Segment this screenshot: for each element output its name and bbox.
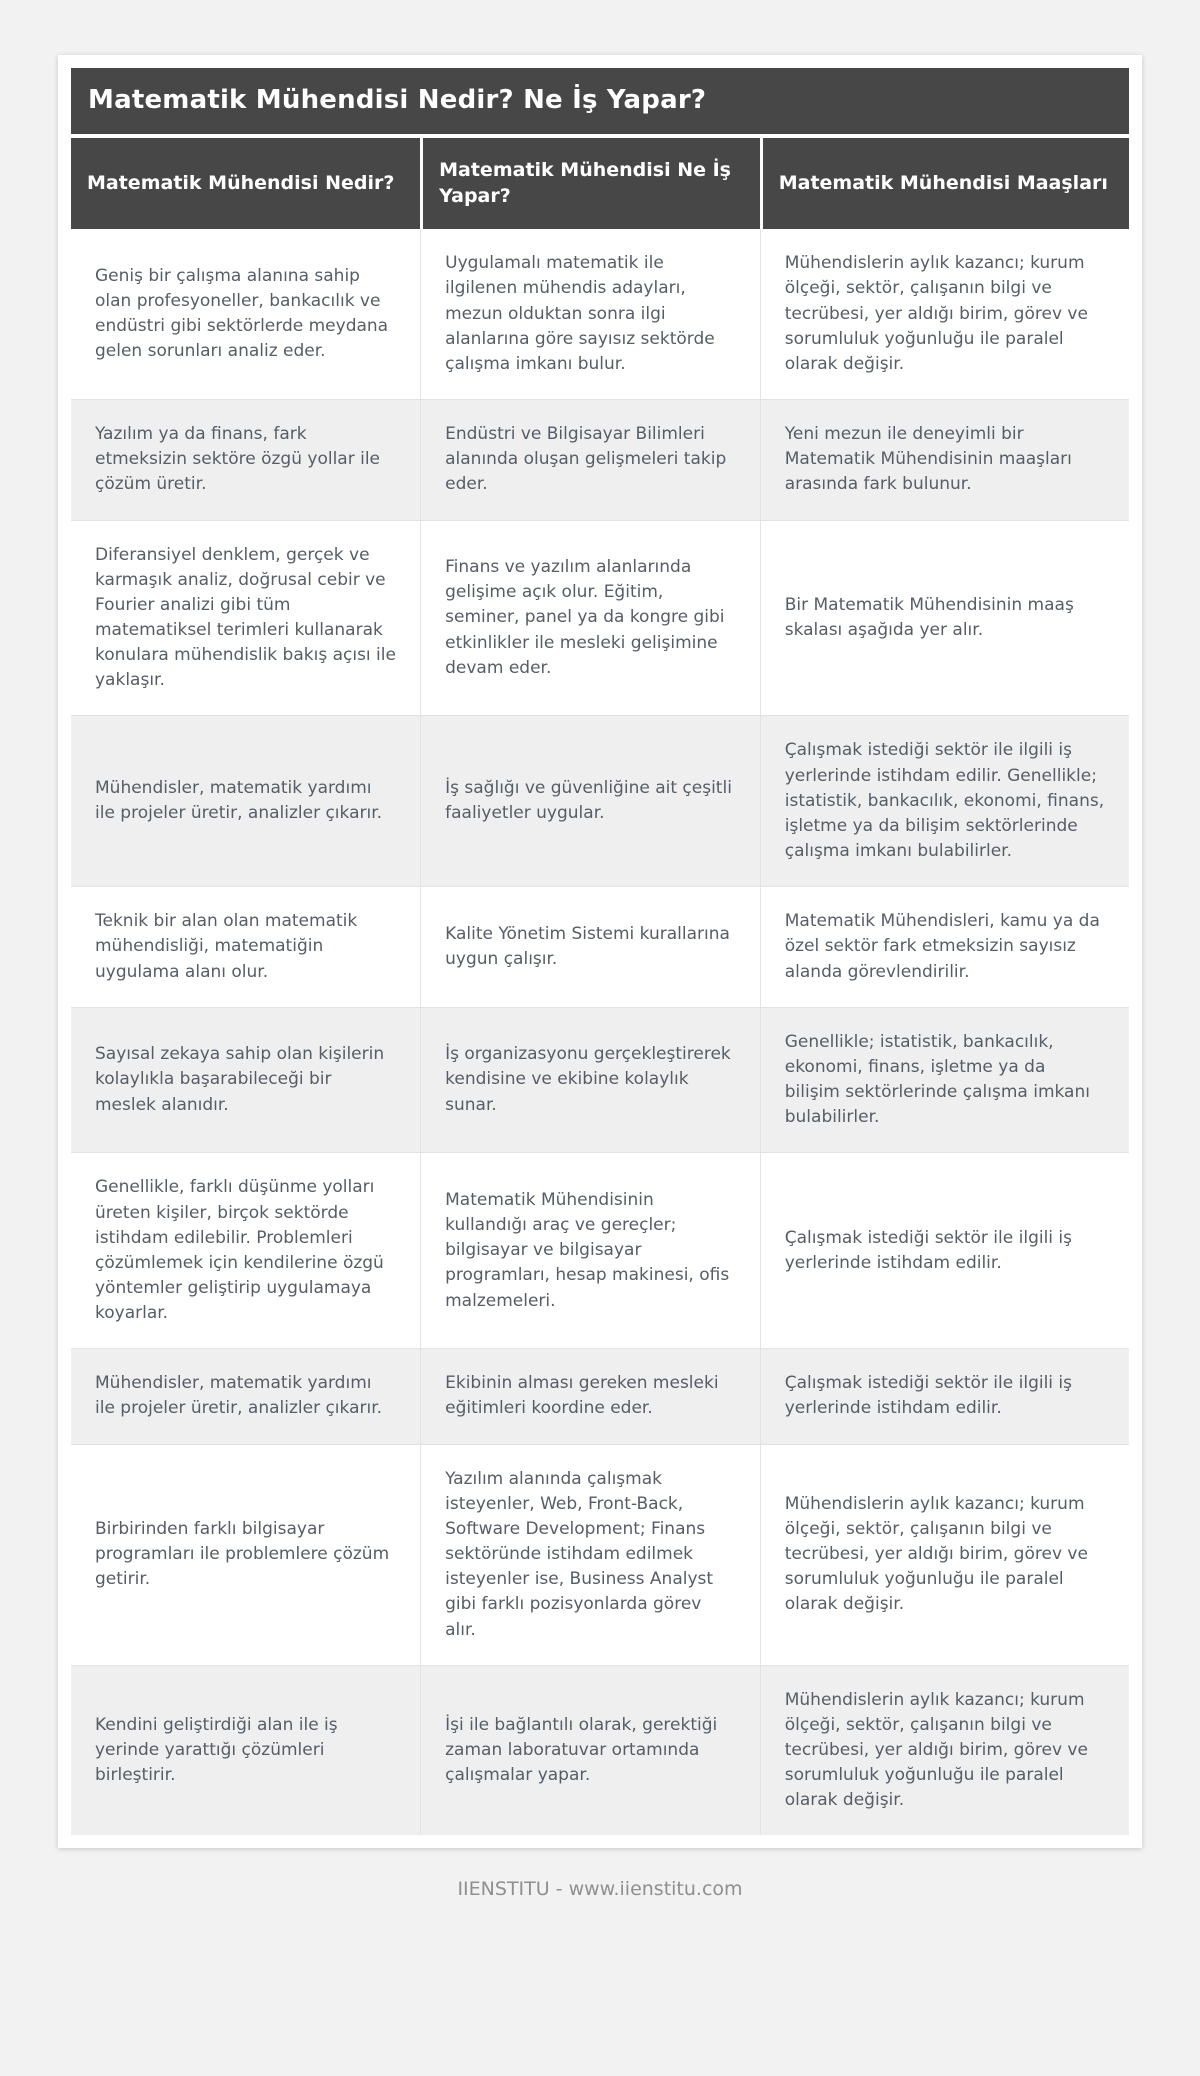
table-row: [71, 399, 1129, 519]
table-cell: Sayısal zekaya sahip olan kişilerin kolaylıkla başarabileceği bir meslek alanıdır.: [71, 1007, 420, 1153]
table-cell: Uygulamalı matematik ile ilgilenen mühendis adayları, mezun olduktan sonra ilgi alanlarına göre sayısız sektörde çalışma imkanı bulur.: [420, 229, 760, 399]
table-cell: İş sağlığı ve güvenliğine ait çeşitli faaliyetler uygular.: [420, 715, 760, 886]
table-cell: Diferansiyel denklem, gerçek ve karmaşık analiz, doğrusal cebir ve Fourier analizi gibi tüm matematiksel terimleri kullanarak konulara mühendislik bakış açısı ile yaklaşır.: [71, 520, 420, 716]
comparison-table: [71, 138, 1129, 1835]
table-row: [71, 1007, 1129, 1153]
table-cell: Yazılım alanında çalışmak isteyenler, Web, Front-Back, Software Development; Finans sektöründe istihdam edilmek isteyenler ise, Business Analyst gibi farklı pozisyonlarda görev alır.: [420, 1444, 760, 1665]
table-row: [71, 1348, 1129, 1443]
table-cell: Geniş bir çalışma alanına sahip olan profesyoneller, bankacılık ve endüstri gibi sektörlerde meydana gelen sorunları analiz eder.: [71, 229, 420, 399]
content-card: [58, 55, 1142, 1848]
table-cell: Mühendisler, matematik yardımı ile projeler üretir, analizler çıkarır.: [71, 1348, 420, 1443]
table-cell: Yazılım ya da finans, fark etmeksizin sektöre özgü yollar ile çözüm üretir.: [71, 399, 420, 519]
table-body: [71, 229, 1129, 1835]
table-cell: Kendini geliştirdiği alan ile iş yerinde yarattığı çözümleri birleştirir.: [71, 1665, 420, 1836]
table-cell: Ekibinin alması gereken mesleki eğitimleri koordine eder.: [420, 1348, 760, 1443]
page-title: Matematik Mühendisi Nedir? Ne İş Yapar?: [71, 68, 1129, 134]
table-cell: İş organizasyonu gerçekleştirerek kendisine ve ekibine kolaylık sunar.: [420, 1007, 760, 1153]
table-cell: Mühendisler, matematik yardımı ile projeler üretir, analizler çıkarır.: [71, 715, 420, 886]
table-cell: Mühendislerin aylık kazancı; kurum ölçeği, sektör, çalışanın bilgi ve tecrübesi, yer aldığı birim, görev ve sorumluluk yoğunluğu ile paralel olarak değişir.: [760, 1665, 1129, 1836]
table-cell: Çalışmak istediği sektör ile ilgili iş yerlerinde istihdam edilir. Genellikle; istatistik, bankacılık, ekonomi, finans, işletme ya da bilişim sektörlerinde çalışma imkanı bulabilirler.: [760, 715, 1129, 886]
table-row: [71, 229, 1129, 399]
table-cell: Yeni mezun ile deneyimli bir Matematik Mühendisinin maaşları arasında fark bulunur.: [760, 399, 1129, 519]
table-row: [71, 886, 1129, 1006]
column-header-ne-is-yapar: Matematik Mühendisi Ne İş Yapar?: [420, 138, 760, 229]
table-cell: Finans ve yazılım alanlarında gelişime açık olur. Eğitim, seminer, panel ya da kongre gibi etkinlikler ile mesleki gelişimine devam eder.: [420, 520, 760, 716]
footer-branding: IIENSTITU - www.iienstitu.com: [457, 1878, 743, 1901]
table-cell: Teknik bir alan olan matematik mühendisliği, matematiğin uygulama alanı olur.: [71, 886, 420, 1006]
table-cell: İşi ile bağlantılı olarak, gerektiği zaman laboratuvar ortamında çalışmalar yapar.: [420, 1665, 760, 1836]
table-cell: Birbirinden farklı bilgisayar programları ile problemlere çözüm getirir.: [71, 1444, 420, 1665]
table-cell: Matematik Mühendisleri, kamu ya da özel sektör fark etmeksizin sayısız alanda görevlendirilir.: [760, 886, 1129, 1006]
table-row: [71, 715, 1129, 886]
column-header-nedir: Matematik Mühendisi Nedir?: [71, 138, 420, 229]
table-cell: Bir Matematik Mühendisinin maaş skalası aşağıda yer alır.: [760, 520, 1129, 716]
table-row: [71, 1152, 1129, 1348]
table-cell: Genellikle, farklı düşünme yolları üreten kişiler, birçok sektörde istihdam edilebilir. Problemleri çözümlemek için kendilerine özgü yöntemler geliştirip uygulamaya koyarlar.: [71, 1152, 420, 1348]
table-cell: Genellikle; istatistik, bankacılık, ekonomi, finans, işletme ya da bilişim sektörlerinde çalışma imkanı bulabilirler.: [760, 1007, 1129, 1153]
table-row: [71, 520, 1129, 716]
table-cell: Mühendislerin aylık kazancı; kurum ölçeği, sektör, çalışanın bilgi ve tecrübesi, yer aldığı birim, görev ve sorumluluk yoğunluğu ile paralel olarak değişir.: [760, 229, 1129, 399]
table-row: [71, 1444, 1129, 1665]
table-cell: Matematik Mühendisinin kullandığı araç ve gereçler; bilgisayar ve bilgisayar programları, hesap makinesi, ofis malzemeleri.: [420, 1152, 760, 1348]
table-cell: Endüstri ve Bilgisayar Bilimleri alanında oluşan gelişmeleri takip eder.: [420, 399, 760, 519]
column-header-maaslari: Matematik Mühendisi Maaşları: [760, 138, 1129, 229]
table-cell: Mühendislerin aylık kazancı; kurum ölçeği, sektör, çalışanın bilgi ve tecrübesi, yer aldığı birim, görev ve sorumluluk yoğunluğu ile paralel olarak değişir.: [760, 1444, 1129, 1665]
table-row: [71, 1665, 1129, 1836]
table-cell: Çalışmak istediği sektör ile ilgili iş yerlerinde istihdam edilir.: [760, 1348, 1129, 1443]
table-cell: Çalışmak istediği sektör ile ilgili iş yerlerinde istihdam edilir.: [760, 1152, 1129, 1348]
table-header-row: [71, 138, 1129, 229]
table-cell: Kalite Yönetim Sistemi kurallarına uygun çalışır.: [420, 886, 760, 1006]
table-header: [71, 138, 1129, 229]
